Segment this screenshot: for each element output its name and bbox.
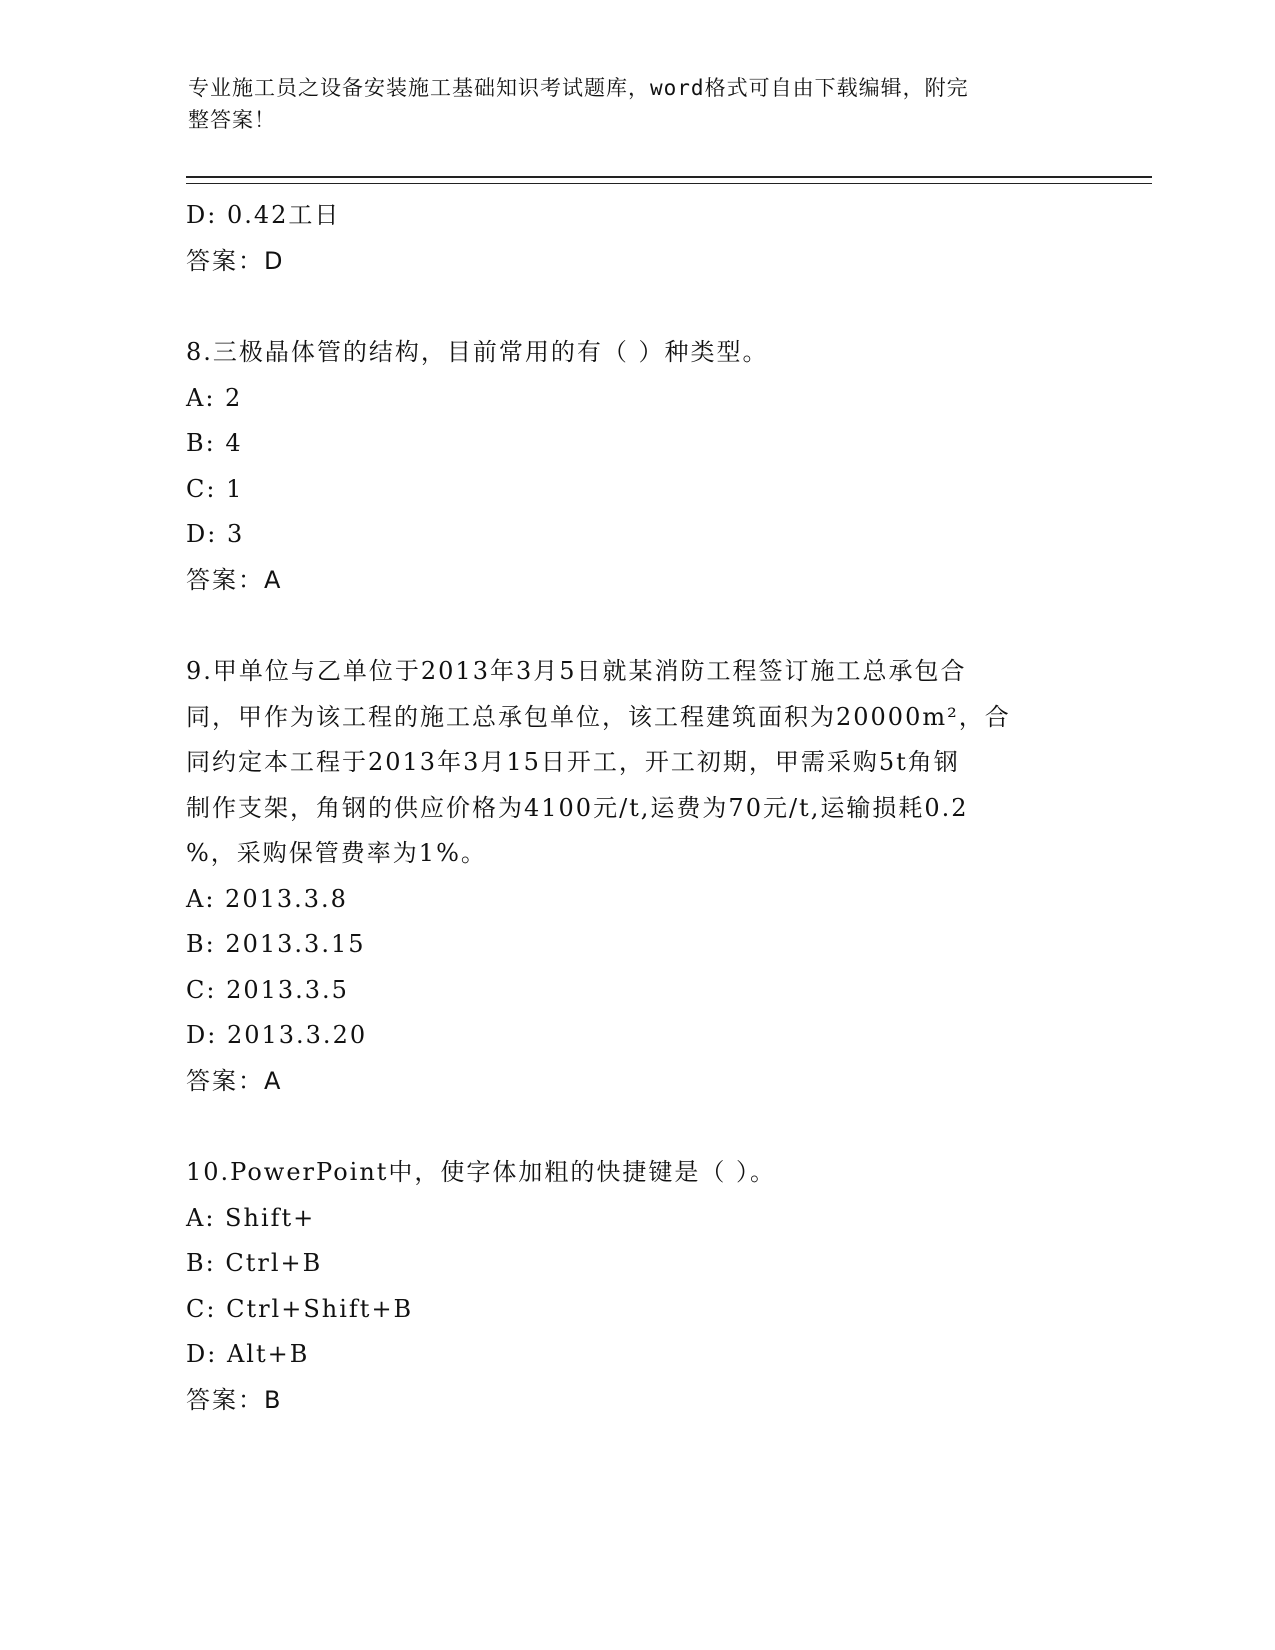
option-c: C: 2013.3.5 bbox=[186, 975, 349, 1004]
header-rule-thin bbox=[186, 183, 1152, 184]
option-c: C: Ctrl+Shift+B bbox=[186, 1294, 414, 1323]
option-d: D: Alt+B bbox=[186, 1340, 310, 1368]
question-stem-line-4: 制作支架，角钢的供应价格为4100元/t,运费为70元/t,运输损耗0.2 bbox=[186, 793, 969, 822]
question-9 bbox=[186, 649, 1086, 1104]
option-c: C: 1 bbox=[186, 474, 244, 503]
header-line-1: 专业施工员之设备安装施工基础知识考试题库，word格式可自由下载编辑，附完 bbox=[188, 76, 969, 100]
spacer bbox=[186, 284, 1086, 330]
option-a: A: Shift+ bbox=[186, 1203, 316, 1232]
question-stem-line-3: 同约定本工程于2013年3月15日开工，开工初期，甲需采购5t角钢 bbox=[186, 748, 960, 776]
option-b: B: 4 bbox=[186, 429, 243, 457]
document-header bbox=[188, 72, 1068, 136]
answer-line: 答案：A bbox=[186, 1066, 283, 1095]
header-line-2: 整答案！ bbox=[188, 108, 276, 132]
question-stem-line-2: 同，甲作为该工程的施工总承包单位，该工程建筑面积为20000m²，合 bbox=[186, 702, 1011, 731]
option-d: D: 3 bbox=[186, 520, 245, 548]
question-stem: 8.三极晶体管的结构，目前常用的有（ ）种类型。 bbox=[186, 338, 769, 366]
spacer bbox=[186, 1104, 1086, 1150]
answer-line: 答案：A bbox=[186, 565, 283, 594]
previous-question-tail bbox=[186, 193, 1086, 284]
question-stem-line-5: %，采购保管费率为1%。 bbox=[186, 839, 487, 867]
option-b: B: Ctrl+B bbox=[186, 1249, 323, 1277]
question-stem-line-1: 9.甲单位与乙单位于2013年3月5日就某消防工程签订施工总承包合 bbox=[186, 657, 967, 685]
option-a: A: 2 bbox=[186, 383, 243, 412]
answer-line: 答案：B bbox=[186, 1385, 283, 1414]
header-rule-thick bbox=[186, 176, 1152, 178]
question-list bbox=[186, 193, 1086, 1423]
option-d: D: 2013.3.20 bbox=[186, 1021, 368, 1049]
question-8 bbox=[186, 330, 1086, 603]
option-b: B: 2013.3.15 bbox=[186, 930, 366, 958]
option-a: A: 2013.3.8 bbox=[186, 884, 348, 913]
question-10 bbox=[186, 1150, 1086, 1423]
option-d: D: 0.42工日 bbox=[186, 201, 341, 229]
spacer bbox=[186, 603, 1086, 649]
question-stem: 10.PowerPoint中，使字体加粗的快捷键是（ ）。 bbox=[186, 1158, 777, 1186]
answer-line: 答案：D bbox=[186, 246, 285, 275]
